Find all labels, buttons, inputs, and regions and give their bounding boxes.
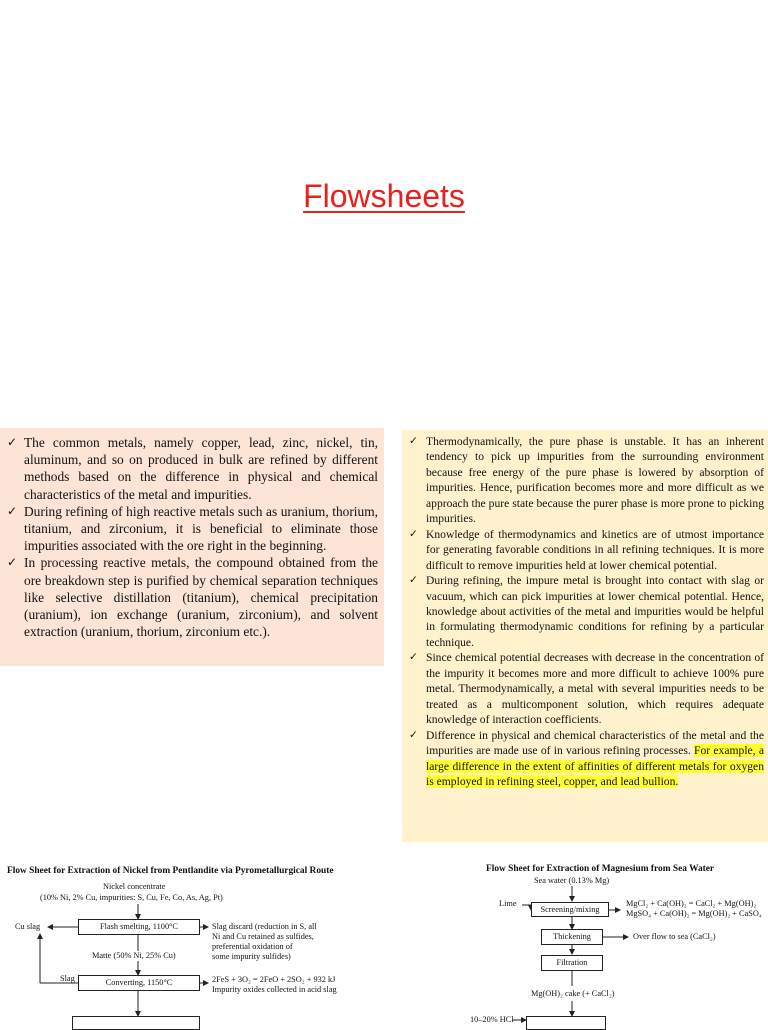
slag-discard-line-1: Slag discard (reduction in S, all xyxy=(212,922,317,931)
nickel-flowsheet-title: Flow Sheet for Extraction of Nickel from Pentlandite via Pyrometallurgical Route xyxy=(7,866,334,876)
slag-discard-line-4: some impurity sulfides) xyxy=(212,952,291,961)
converting-box: Converting, 1150°C xyxy=(78,975,200,991)
list-item: ✓ In processing reactive metals, the compound obtained from the ore breakdown step is purified by chemical separation techniques like selective distillation (titanium), chemical precipitation (uranium), ion exchange (uranium, zirconium), and solvent extraction (uranium, thorium, zirconium etc.). xyxy=(7,555,378,640)
flash-smelting-box: Flash smelting, 1100°C xyxy=(78,919,200,935)
sea-water-feed: Sea water (0.13% Mg) xyxy=(534,876,610,885)
checkmark-icon: ✓ xyxy=(7,503,18,518)
checkmark-icon: ✓ xyxy=(409,728,418,741)
list-item: ✓ The common metals, namely copper, lead, zinc, nickel, tin, aluminum, and so on produced in bulk are refined by different methods based on the difference in physical and chemical characteristics of the metal and impurities. xyxy=(7,435,378,502)
highlighted-text: For example, a large difference in the extent of affinities of different metals for oxygen is employed in refining steel, copper, and lead bullion. xyxy=(426,744,764,788)
checkmark-icon: ✓ xyxy=(409,527,418,540)
magnesium-flowsheet-title: Flow Sheet for Extraction of Magnesium from Sea Water xyxy=(486,864,715,874)
list-item: ✓ During refining, the impure metal is brought into contact with slag or vacuum, which can pick impurities at lower chemical potential. Hence, knowledge about activities of the metal and impurities would be helpful in formulating thermodynamic conditions for refining by a particular technique. xyxy=(409,574,764,649)
matte-label: Matte (50% Ni, 25% Cu) xyxy=(92,951,176,960)
overflow-label: Over flow to sea (CaCl₂) xyxy=(633,932,716,941)
screening-mixing-box: Screening/mixing xyxy=(531,902,609,917)
page-title: Flowsheets xyxy=(303,178,465,214)
list-item: ✓ Knowledge of thermodynamics and kinetics are of utmost importance for generating favorable conditions in all refining techniques. It is more difficult to remove impurities held at lower chemical potential. xyxy=(409,527,764,572)
list-item: ✓ Thermodynamically, the pure phase is unstable. It has an inherent tendency to pick up impurities from the surrounding environment because free energy of the pure phase is lowered by absorption of impurities. Hence, purification becomes more and more difficult as we approach the pure state because the purer phase is more prone to picking impurities. xyxy=(409,435,764,526)
cake-label: Mg(OH)₂ cake (+ CaCl₂) xyxy=(531,989,615,998)
list-item: ✓ Since chemical potential decreases with decrease in the concentration of the impurity it becomes more and more difficult to achieve 100% pure metal. Thermodynamically, a metal with several impurities needs to be treated as a multicomponent solution, which requires adequate knowledge of interaction coefficients. xyxy=(409,651,764,727)
hcl-label: 10–20% HCl xyxy=(470,1015,514,1024)
checkmark-icon: ✓ xyxy=(7,555,18,570)
checkmark-icon: ✓ xyxy=(7,435,18,449)
next-step-box xyxy=(72,1016,200,1030)
reaction-equation: 2FeS + 3O₂ = 2FeO + 2SO₂ + 932 kJ xyxy=(212,975,336,984)
list-item: ✓ Difference in physical and chemical characteristics of the metal and the impurities are made use of in various refining processes. For example, a large difference in the extent of affinities of different metals for oxygen is employed in refining steel, copper, and lead bullion. xyxy=(409,728,764,788)
cu-slag-label: Cu slag xyxy=(15,922,41,931)
checkmark-icon: ✓ xyxy=(409,574,418,587)
thickening-box: Thickening xyxy=(541,929,603,945)
nickel-feed: Nickel concentrate xyxy=(103,882,166,891)
lime-label: Lime xyxy=(499,899,517,908)
list-item: ✓ During refining of high reactive metals such as uranium, thorium, titanium, and zirconium, it is beneficial to eliminate those impurities associated with the ore right in the beginning. xyxy=(7,503,378,554)
checkmark-icon: ✓ xyxy=(409,651,418,664)
slag-discard-line-3: preferential oxidation of xyxy=(212,942,293,951)
checkmark-icon: ✓ xyxy=(409,435,418,447)
slag-discard-line-2: Ni and Cu retained as sulfides, xyxy=(212,932,314,941)
slag-label: Slag xyxy=(60,974,75,983)
impurity-note: Impurity oxides collected in acid slag xyxy=(212,985,337,994)
filtration-box: Filtration xyxy=(541,955,603,971)
reaction-2: MgSO₄ + Ca(OH)₂ = Mg(OH)₂ + CaSO₄ xyxy=(626,909,762,918)
reaction-1: MgCl₂ + Ca(OH)₂ = CaCl₂ + Mg(OH)₂ xyxy=(626,899,757,908)
nickel-feed-composition: (10% Ni, 2% Cu, impurities: S, Cu, Fe, Co, As, Ag, Pt) xyxy=(40,893,223,902)
acid-step-box xyxy=(526,1016,606,1030)
